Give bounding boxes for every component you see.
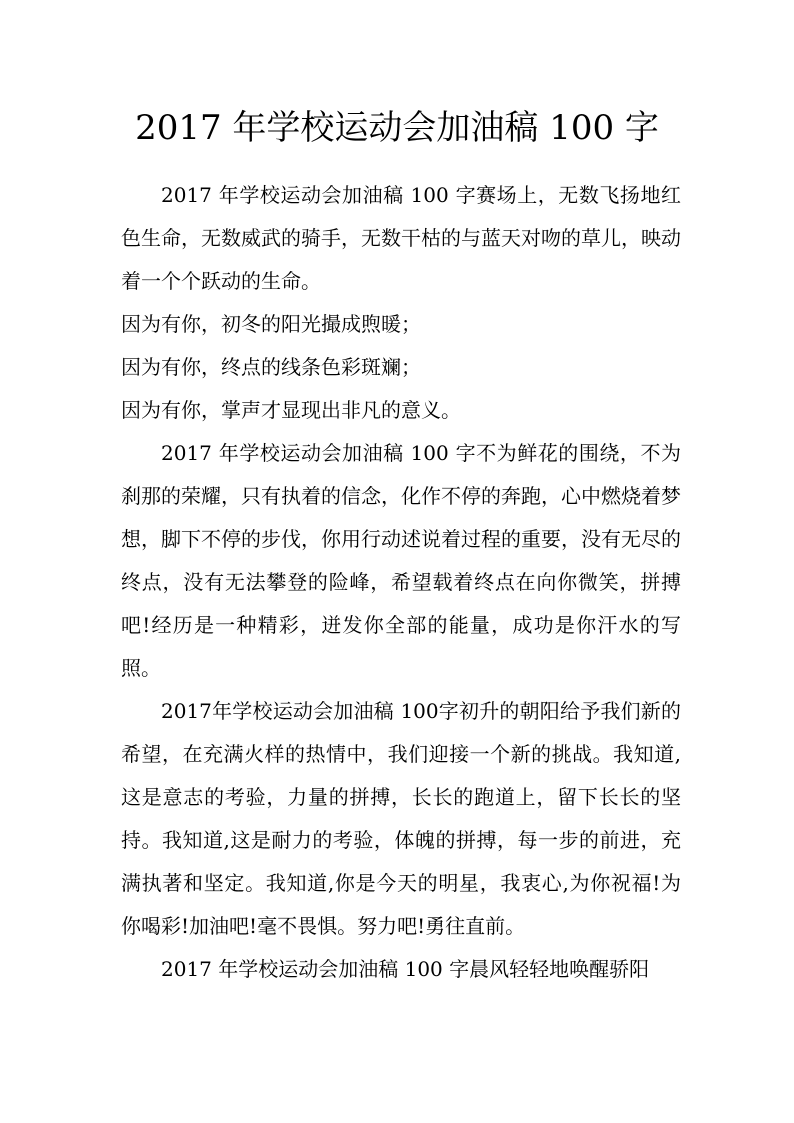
paragraph: 2017 年学校运动会加油稿 100 字晨风轻轻地唤醒骄阳 (161, 957, 650, 981)
paragraph: 2017年学校运动会加油稿 100字初升的朝阳给予我们新的希望，在充满火样的热情中，我们迎接一个新的挑战。我知道,这是意志的考验，力量的拼搏，长长的跑道上，留下长长的坚持。我知道,这是耐力的考验，体魄的拼搏，每一步的前进，充满执著和坚定。我知道,你是今天的明星，我衷心,为你祝福!为你喝彩!加油吧!毫不畏惧。努力吧!勇往直前。 (121, 699, 681, 938)
paragraph: 因为有你，终点的线条色彩斑斓； (121, 355, 421, 379)
paragraph: 2017 年学校运动会加油稿 100 字不为鲜花的围绕，不为刹那的荣耀，只有执着的信念，化作不停的奔跑，心中燃烧着梦想，脚下不停的步伐，你用行动述说着过程的重要，没有无尽的终点，没有无法攀登的险峰，希望载着终点在向你微笑，拼搏吧!经历是一种精彩，迸发你全部的能量，成功是你汗水的写照。 (121, 441, 681, 680)
paragraph: 因为有你，初冬的阳光撮成煦暖； (121, 312, 421, 336)
paragraph: 2017 年学校运动会加油稿 100 字赛场上，无数飞扬地红色生命，无数威武的骑手，无数干枯的与蓝天对吻的草儿，映动着一个个跃动的生命。 (121, 183, 681, 293)
document-title: 2017 年学校运动会加油稿 100 字 (135, 108, 659, 148)
document-body (121, 174, 681, 991)
paragraph: 因为有你，掌声才显现出非凡的意义。 (121, 398, 461, 422)
